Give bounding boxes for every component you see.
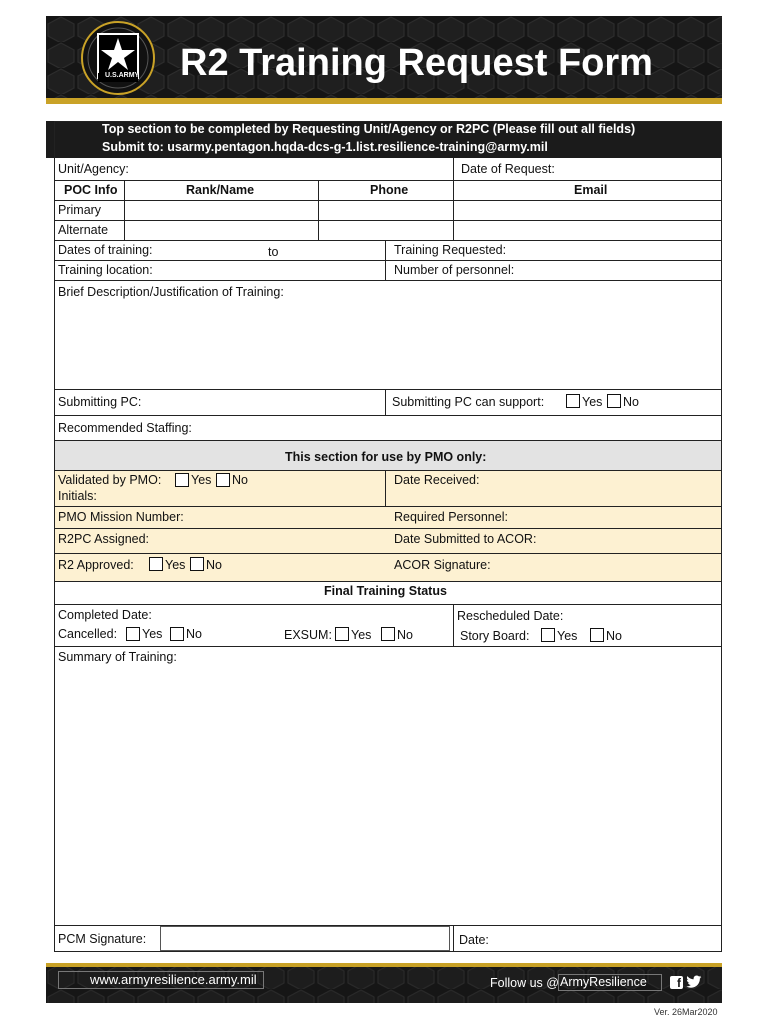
section1-submit-email: Submit to: usarmy.pentagon.hqda-dcs-g-1.list.resilience-training@army.mil xyxy=(102,140,548,154)
pmo-mission-number-label: PMO Mission Number: xyxy=(58,510,184,524)
pcm-signature-input[interactable] xyxy=(160,926,450,951)
alternate-rank-name-input[interactable] xyxy=(126,221,317,240)
date-submitted-to-acor-label: Date Submitted to ACOR: xyxy=(394,532,537,546)
validated-yes-checkbox[interactable] xyxy=(175,473,189,487)
cancelled-yes-label: Yes xyxy=(142,627,163,641)
logo-text: U.S.ARMY xyxy=(105,72,140,79)
r2-approved-no-checkbox[interactable] xyxy=(190,557,204,571)
rank-name-header: Rank/Name xyxy=(186,183,255,197)
submitting-pc-no-label: No xyxy=(623,395,639,409)
training-end-date-input[interactable] xyxy=(285,242,381,259)
validated-by-pmo-label: Validated by PMO: xyxy=(58,473,162,487)
training-requested-label: Training Requested: xyxy=(394,243,507,257)
submitting-pc-can-support-label: Submitting PC can support: xyxy=(392,395,545,409)
r2-approved-label: R2 Approved: xyxy=(58,558,134,572)
training-location-label: Training location: xyxy=(58,263,153,277)
version-text: Ver. 26Mar2020 xyxy=(654,1007,718,1017)
social-handle-text: ArmyResilience xyxy=(560,975,647,989)
story-board-yes-label: Yes xyxy=(557,629,578,643)
to-label: to xyxy=(268,245,279,259)
required-personnel-input[interactable] xyxy=(522,509,718,526)
r2-approved-yes-label: Yes xyxy=(165,558,186,572)
email-header: Email xyxy=(574,183,608,197)
exsum-yes-label: Yes xyxy=(351,628,372,642)
facebook-icon[interactable]: f xyxy=(670,976,683,989)
primary-phone-input[interactable] xyxy=(319,201,451,220)
twitter-icon[interactable] xyxy=(686,975,702,989)
training-requested-input[interactable] xyxy=(520,242,718,259)
section1-instructions: Top section to be completed by Requesting Unit/Agency or R2PC (Please fill out all fields) xyxy=(102,122,636,136)
recommended-staffing-label: Recommended Staffing: xyxy=(58,421,192,435)
rescheduled-date-input[interactable] xyxy=(574,607,718,624)
story-board-yes-checkbox[interactable] xyxy=(541,628,555,642)
initials-label: Initials: xyxy=(58,489,97,503)
pcm-date-input[interactable] xyxy=(495,928,717,949)
completed-date-input[interactable] xyxy=(166,607,446,624)
date-submitted-to-acor-input[interactable] xyxy=(554,531,718,550)
alternate-phone-input[interactable] xyxy=(319,221,451,240)
story-board-no-label: No xyxy=(606,629,622,643)
pmo-mission-number-input[interactable] xyxy=(200,509,380,526)
submitting-pc-input[interactable] xyxy=(156,392,382,414)
r2pc-assigned-input[interactable] xyxy=(160,531,380,550)
follow-us-text: Follow us @ xyxy=(490,976,559,990)
exsum-label: EXSUM: xyxy=(284,628,332,642)
phone-header: Phone xyxy=(370,183,409,197)
cancelled-no-label: No xyxy=(186,627,202,641)
primary-email-input[interactable] xyxy=(455,201,720,220)
twitter-icon-label: ❧ xyxy=(703,981,704,982)
primary-label: Primary xyxy=(58,203,102,217)
recommended-staffing-input[interactable] xyxy=(210,418,718,438)
submitting-pc-yes-label: Yes xyxy=(582,395,603,409)
summary-of-training-textarea[interactable] xyxy=(58,668,718,922)
number-of-personnel-label: Number of personnel: xyxy=(394,263,515,277)
validated-no-checkbox[interactable] xyxy=(216,473,230,487)
brief-description-textarea[interactable] xyxy=(58,302,718,386)
acor-signature-label: ACOR Signature: xyxy=(394,558,491,572)
submitting-pc-label: Submitting PC: xyxy=(58,395,142,409)
exsum-yes-checkbox[interactable] xyxy=(335,627,349,641)
alternate-label: Alternate xyxy=(58,223,109,237)
training-location-input[interactable] xyxy=(168,262,382,279)
summary-of-training-label: Summary of Training: xyxy=(58,650,177,664)
r2pc-assigned-label: R2PC Assigned: xyxy=(58,532,150,546)
story-board-label: Story Board: xyxy=(460,629,530,643)
date-received-label: Date Received: xyxy=(394,473,480,487)
r2-approved-yes-checkbox[interactable] xyxy=(149,557,163,571)
alternate-email-input[interactable] xyxy=(455,221,720,240)
brief-description-label: Brief Description/Justification of Training: xyxy=(58,285,284,299)
required-personnel-label: Required Personnel: xyxy=(394,510,508,524)
acor-signature-input[interactable] xyxy=(500,557,718,576)
website-link-text: www.armyresilience.army.mil xyxy=(90,972,257,987)
pmo-section-title: This section for use by PMO only: xyxy=(285,450,487,464)
cancelled-label: Cancelled: xyxy=(58,627,118,641)
cancelled-no-checkbox[interactable] xyxy=(170,627,184,641)
date-of-request-label: Date of Request: xyxy=(461,162,555,176)
cancelled-yes-checkbox[interactable] xyxy=(126,627,140,641)
exsum-no-checkbox[interactable] xyxy=(381,627,395,641)
unit-agency-input[interactable] xyxy=(142,161,442,178)
date-received-input[interactable] xyxy=(490,472,718,489)
primary-rank-name-input[interactable] xyxy=(126,201,317,220)
army-logo xyxy=(68,18,168,102)
form-title: R2 Training Request Form xyxy=(180,42,653,84)
footer-gold-stripe xyxy=(46,963,722,967)
submitting-pc-no-checkbox[interactable] xyxy=(607,394,621,408)
date-of-request-input[interactable] xyxy=(566,161,716,178)
training-start-date-input[interactable] xyxy=(168,242,264,259)
completed-date-label: Completed Date: xyxy=(58,608,152,622)
validated-yes-label: Yes xyxy=(191,473,212,487)
rescheduled-date-label: Rescheduled Date: xyxy=(457,609,564,623)
date-label: Date: xyxy=(459,933,489,947)
r2-approved-no-label: No xyxy=(206,558,222,572)
initials-input[interactable] xyxy=(110,489,380,504)
validated-no-label: No xyxy=(232,473,248,487)
pcm-signature-label: PCM Signature: xyxy=(58,932,147,946)
final-status-title: Final Training Status xyxy=(324,584,447,598)
number-of-personnel-input[interactable] xyxy=(532,262,718,279)
story-board-no-checkbox[interactable] xyxy=(590,628,604,642)
unit-agency-label: Unit/Agency: xyxy=(58,162,129,176)
exsum-no-label: No xyxy=(397,628,413,642)
submitting-pc-yes-checkbox[interactable] xyxy=(566,394,580,408)
dates-of-training-label: Dates of training: xyxy=(58,243,153,257)
poc-info-header: POC Info xyxy=(64,183,118,197)
